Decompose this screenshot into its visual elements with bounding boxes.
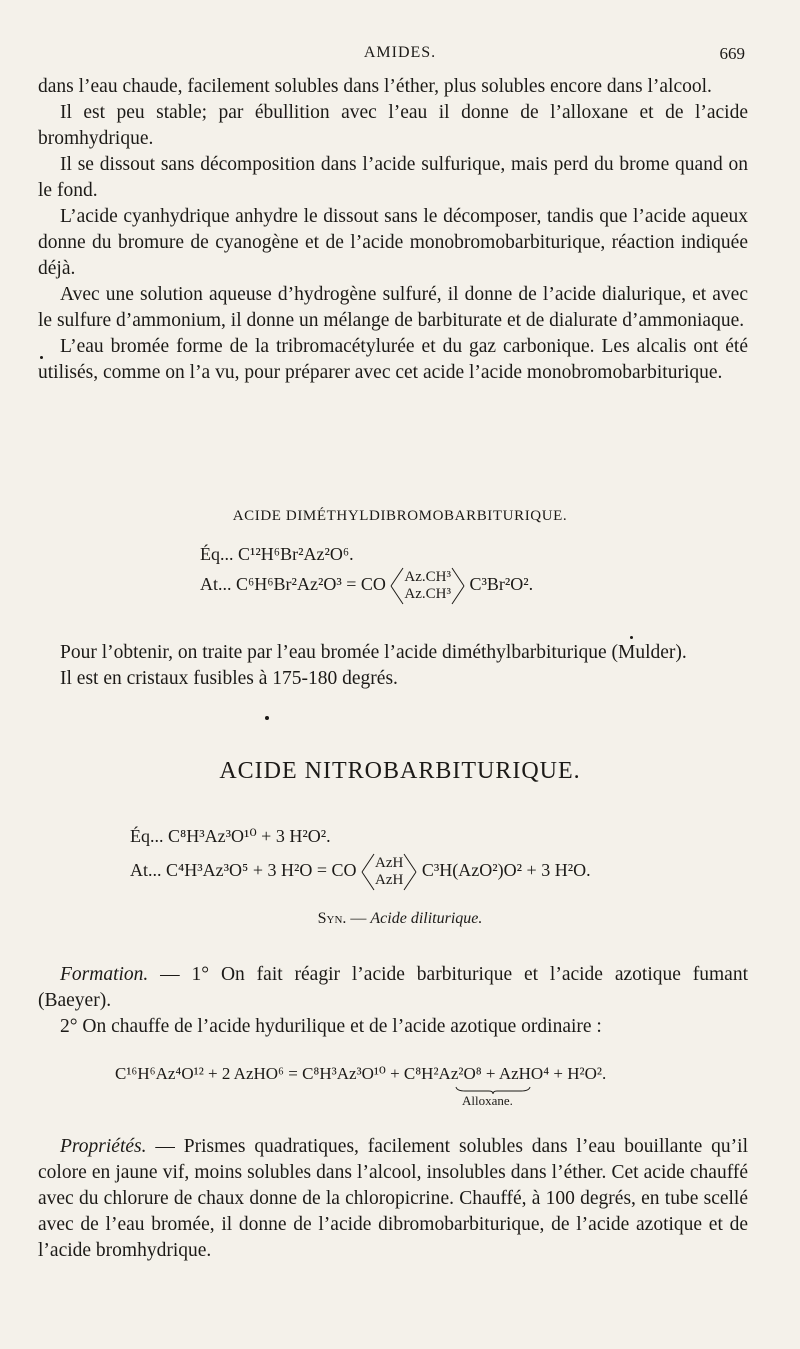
section-heading: ACIDE NITROBARBITURIQUE. xyxy=(219,758,581,784)
synonym-label: Syn. xyxy=(317,910,347,927)
synonym-line xyxy=(0,910,800,928)
right-bracket-lines xyxy=(403,852,417,892)
substituent-bottom: AzH xyxy=(375,872,404,888)
alloxane-label: Alloxane. xyxy=(462,1093,513,1108)
paragraph: Avec une solution aqueuse d’hydrogène sulfuré, il donne de l’acide dialurique, et avec le sulfure d’ammonium, il donne un mélange de barbiturate et de dialurate d’ammoniaque. xyxy=(38,284,748,331)
print-speck xyxy=(40,356,43,359)
substituent-top: AzH xyxy=(375,855,404,871)
page-number: 669 xyxy=(719,44,745,63)
print-speck xyxy=(630,636,633,639)
substituent-top: Az.CH³ xyxy=(404,569,451,585)
paragraph: Pour l’obtenir, on traite par l’eau bromée l’acide diméthylbarbiturique (Mulder). xyxy=(60,642,687,663)
paragraph: dans l’eau chaude, facilement solubles dans l’éther, plus solubles encore dans l’alcool. xyxy=(38,76,712,97)
equivalent-formula xyxy=(130,826,331,847)
print-speck xyxy=(265,716,269,720)
substituent-group xyxy=(390,566,465,606)
formula-prefix: At... xyxy=(200,574,232,595)
paragraph-proprietes xyxy=(38,1134,748,1264)
paragraph: Il est en cristaux fusibles à 175-180 degrés. xyxy=(60,668,398,689)
running-title: AMIDES. xyxy=(363,44,437,61)
formation-label: Formation. xyxy=(60,964,149,985)
formula-prefix: Éq... xyxy=(130,826,164,846)
formula-value: C⁸H³Az³O¹⁰ + 3 H²O². xyxy=(168,826,331,846)
formula-lhs: C⁴H³Az³O⁵ + 3 H²O = CO xyxy=(166,860,357,881)
paragraph: Il est peu stable; par ébullition avec l’eau il donne de l’alloxane et de l’acide bromhydrique. xyxy=(38,102,748,149)
text-block-section1 xyxy=(38,640,748,692)
paragraph: L’eau bromée forme de la tribromacétylurée et du gaz carbonique. Les alcalis ont été utilisés, comme on l’a vu, pour préparer avec cet acide l’acide monobromobarbiturique. xyxy=(38,336,748,383)
text-block-proprietes xyxy=(38,1134,748,1264)
paragraph: Il se dissout sans décomposition dans l’acide sulfurique, mais perd du brome quand on le fond. xyxy=(38,154,748,201)
proprietes-label: Propriétés. xyxy=(60,1136,147,1157)
substituent-stack xyxy=(404,569,451,603)
section-heading: ACIDE DIMÉTHYLDIBROMOBARBITURIQUE. xyxy=(232,508,568,524)
synonym-name: Acide diliturique. xyxy=(370,910,483,927)
synonym-dash: — xyxy=(346,910,371,927)
text-block-top xyxy=(38,74,748,386)
formula-lhs: C⁶H⁶Br²Az²O³ = CO xyxy=(236,574,386,595)
reaction-equation: C¹⁶H⁶Az⁴O¹² + 2 AzHO⁶ = C⁸H³Az³O¹⁰ + C⁸H²Az²O⁸ + AzHO⁴ + H²O². xyxy=(115,1064,607,1083)
atomic-formula xyxy=(130,852,591,892)
substituent-stack xyxy=(375,855,403,889)
equivalent-formula xyxy=(200,544,354,565)
substituent-bottom: Az.CH³ xyxy=(404,586,451,602)
paragraph-formation xyxy=(38,962,748,1014)
paragraph: L’acide cyanhydrique anhydre le dissout sans le décomposer, tandis que l’acide aqueux donne du bromure de cyanogène et de l’acide monobromobarbiturique, réaction indiquée déjà. xyxy=(38,206,748,279)
text-block-formation xyxy=(38,962,748,1040)
left-bracket-lines xyxy=(390,566,404,606)
page-header xyxy=(0,44,800,66)
paragraph: 2° On chauffe de l’acide hydurilique et de l’acide azotique ordinaire : xyxy=(60,1016,602,1037)
atomic-formula xyxy=(200,566,533,606)
formula-value: C¹²H⁶Br²Az²O⁶. xyxy=(238,544,354,564)
proprietes-text: — Prismes quadratiques, facilement solubles dans l’eau bouillante qu’il colore en jaune vif, moins solubles dans l’alcool, insolubles dans l’éther. Cet acide chauffé avec du chlorure de chaux donne de la chloropicrine. Chauffé, à 100 degrés, en tube scellé avec de l’eau bromée, il donne de l’acide dibromobarbiturique, de l’acide azotique et de l’acide bromhydrique. xyxy=(38,1136,748,1261)
formula-prefix: Éq... xyxy=(200,544,234,564)
left-bracket-lines xyxy=(361,852,375,892)
formula-prefix: At... xyxy=(130,860,162,881)
formula-rhs: C³Br²O². xyxy=(469,574,534,595)
formula-rhs: C³H(AzO²)O² + 3 H²O. xyxy=(421,860,591,881)
substituent-group xyxy=(361,852,417,892)
right-bracket-lines xyxy=(451,566,465,606)
formation-text: — 1° On fait réagir l’acide barbiturique et l’acide azotique fumant (Baeyer). xyxy=(38,964,748,1011)
